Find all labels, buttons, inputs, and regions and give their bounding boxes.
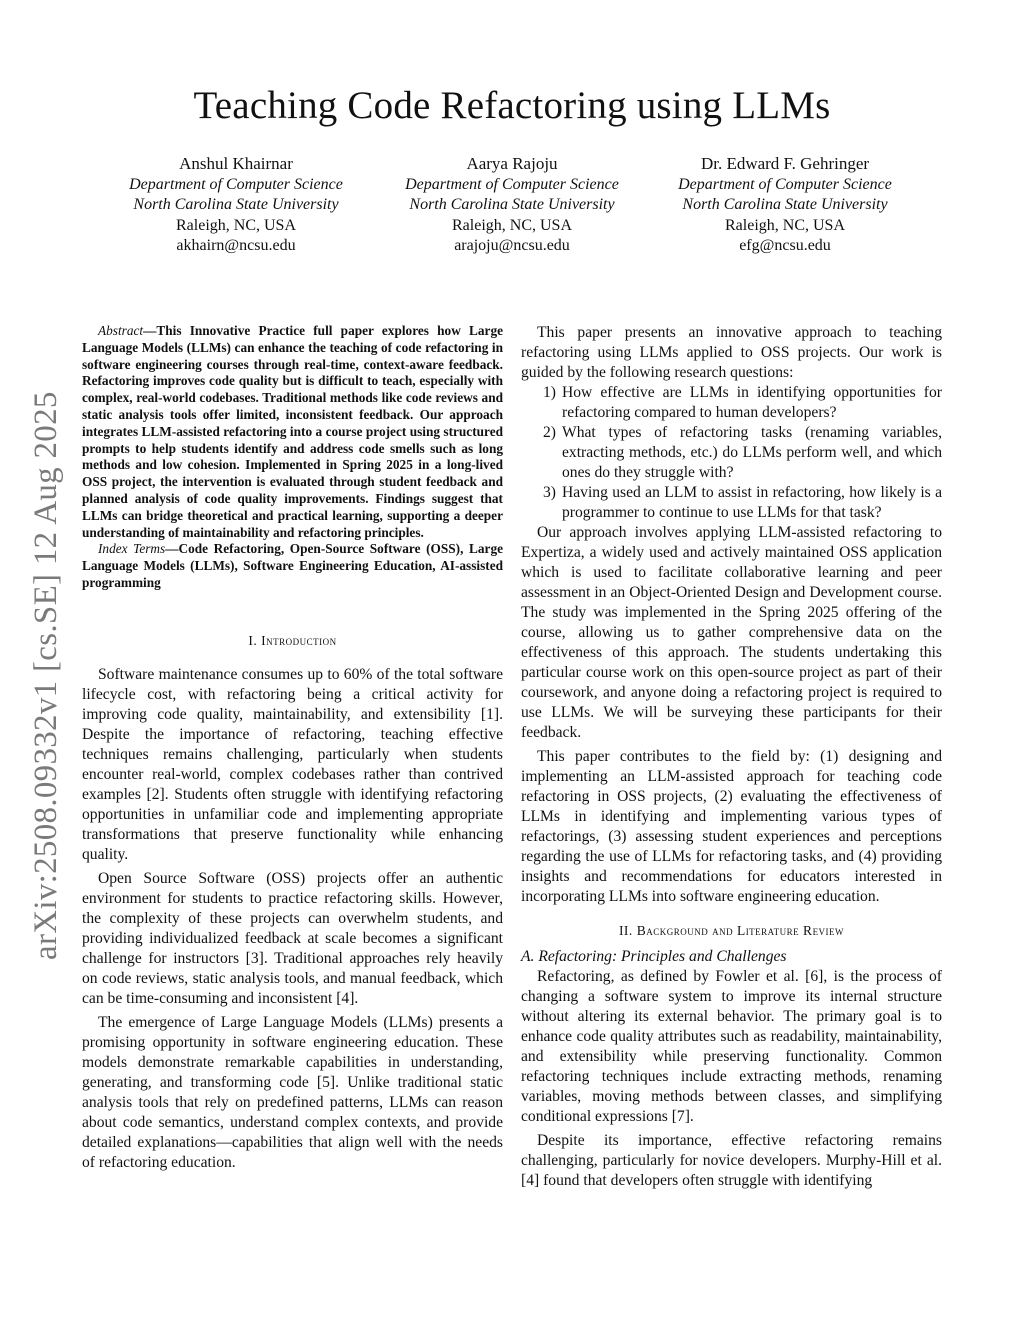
author-name: Anshul Khairnar xyxy=(179,154,293,173)
right-column xyxy=(521,323,942,1195)
section-heading-background: II. Background and Literature Review xyxy=(618,923,845,938)
index-terms-label: Index Terms xyxy=(98,541,166,557)
author-department: Department of Computer Science xyxy=(405,175,619,193)
author-block xyxy=(99,154,373,257)
paragraph: This paper contributes to the field by: (1) designing and implementing an LLM-assisted approach for teaching code refactoring in OSS projects, (2) evaluating the effectiveness of LLMs in identifying and implementing various types of refactorings, (3) assessing student experiences and perceptions regarding the use of LLMs for refactoring tasks, and (4) providing insights and recommendations for educators interested in incorporating LLMs into software engineering education. xyxy=(521,748,942,905)
author-location: Raleigh, NC, USA xyxy=(452,216,572,234)
abstract-label: Abstract xyxy=(98,323,144,338)
author-email[interactable]: efg@ncsu.edu xyxy=(739,237,831,254)
author-location: Raleigh, NC, USA xyxy=(725,216,845,234)
research-questions-list xyxy=(521,383,942,523)
subsection-heading: A. Refactoring: Principles and Challenges xyxy=(521,948,787,965)
author-location: Raleigh, NC, USA xyxy=(176,216,296,234)
author-email[interactable]: akhairn@ncsu.edu xyxy=(176,237,296,254)
author-university: North Carolina State University xyxy=(409,196,615,213)
author-email[interactable]: arajoju@ncsu.edu xyxy=(454,237,570,254)
paragraph: Software maintenance consumes up to 60% of the total software lifecycle cost, with refactoring being a critical activity for improving code quality, maintainability, and extensibility [1]. Despite the importance of refactoring, teaching effective techniques remains challenging, particularly when students encounter real-world, complex codebases rather than contrived examples [2]. Students often struggle with identifying refactoring opportunities in unfamiliar code and implementing appropriate transformations that preserve functionality while enhancing quality. xyxy=(82,665,503,863)
paragraph: Our approach involves applying LLM-assisted refactoring to Expertiza, a widely used and actively maintained OSS application which is used to facilitate collaborative learning and peer assessment in an Object-Oriented Design and Development course. The study was implemented in the Spring 2025 offering of the course, allowing us to gather comprehensive data on the effectiveness of this approach. The students undertaking this particular course work on this open-source project as part of their coursework, and anyone doing a refactoring project is required to use LLMs. We will be surveying these participants for their feedback. xyxy=(521,524,942,741)
list-item: 1) How effective are LLMs in identifying opportunities for refactoring compared to human developers? xyxy=(543,384,942,421)
paragraph: The emergence of Large Language Models (LLMs) presents a promising opportunity in software engineering education. These models demonstrate remarkable capabilities in understanding, generating, and transforming code [5]. Unlike traditional static analysis tools that rely on predefined patterns, LLMs can reason about code semantics, understand complex contexts, and provide detailed explanations—capabilities that align well with the needs of refactoring education. xyxy=(82,1013,503,1171)
author-university: North Carolina State University xyxy=(133,196,339,213)
paper-title: Teaching Code Refactoring using LLMs xyxy=(193,84,831,127)
author-department: Department of Computer Science xyxy=(129,175,343,193)
index-terms-text: —Code Refactoring, Open-Source Software (OSS), Large Language Models (LLMs), Software Engineering Education, AI-assisted programming xyxy=(82,541,503,590)
author-department: Department of Computer Science xyxy=(678,175,892,193)
author-name: Dr. Edward F. Gehringer xyxy=(700,154,870,173)
author-block xyxy=(648,154,922,257)
paragraph: Despite its importance, effective refactoring remains challenging, particularly for novice developers. Murphy-Hill et al. [4] found that developers often struggle with identifying xyxy=(521,1132,942,1189)
paragraph: This paper presents an innovative approach to teaching refactoring using LLMs applied to OSS projects. Our work is guided by the following research questions: xyxy=(521,324,942,381)
author-name: Aarya Rajoju xyxy=(466,154,558,173)
list-item: 2) What types of refactoring tasks (renaming variables, extracting methods, etc.) do LLMs perform well, and which ones do they struggle with? xyxy=(543,424,942,481)
author-block xyxy=(375,154,649,257)
left-column xyxy=(82,323,503,1177)
arxiv-stamp[interactable]: arXiv:2508.09332v1 [cs.SE] 12 Aug 2025 xyxy=(28,391,64,960)
section-heading-introduction: I. Introduction xyxy=(248,632,337,648)
abstract-text: —This Innovative Practice full paper explores how Large Language Models (LLMs) can enhance the teaching of code refactoring in software engineering courses through real-time, context-aware feedback. Refactoring improves code quality but is difficult to teach, especially with complex, real-world codebases. Traditional methods like code reviews and static analysis tools offer limited, inconsistent feedback. Our approach integrates LLM-assisted refactoring into a course project using structured prompts to help students identify and address code smells such as long methods and low cohesion. Implemented in Spring 2025 in a long-lived OSS project, the intervention is evaluated through student feedback and planned analysis of code quality improvements. Findings suggest that LLMs can bridge theoretical and practical learning, supporting a deeper understanding of maintainability and refactoring principles. xyxy=(82,323,503,540)
paragraph: Open Source Software (OSS) projects offer an authentic environment for students to practice refactoring skills. However, the complexity of these projects can overwhelm students, and providing individualized feedback at scale becomes a significant challenge for instructors [3]. Traditional approaches rely heavily on code reviews, static analysis tools, and manual feedback, which can be time-consuming and inconsistent [4]. xyxy=(82,869,503,1007)
author-university: North Carolina State University xyxy=(682,196,888,213)
abstract xyxy=(82,323,503,592)
paragraph: Refactoring, as defined by Fowler et al. [6], is the process of changing a software system to improve its internal structure without altering its external behavior. The primary goal is to enhance code quality attributes such as readability, maintainability, and extensibility while preserving functionality. Common refactoring techniques include extracting methods, renaming variables, moving methods between classes, and simplifying conditional expressions [7]. xyxy=(521,968,942,1125)
list-item: 3) Having used an LLM to assist in refactoring, how likely is a programmer to continue to use LLMs for that task? xyxy=(543,484,942,521)
